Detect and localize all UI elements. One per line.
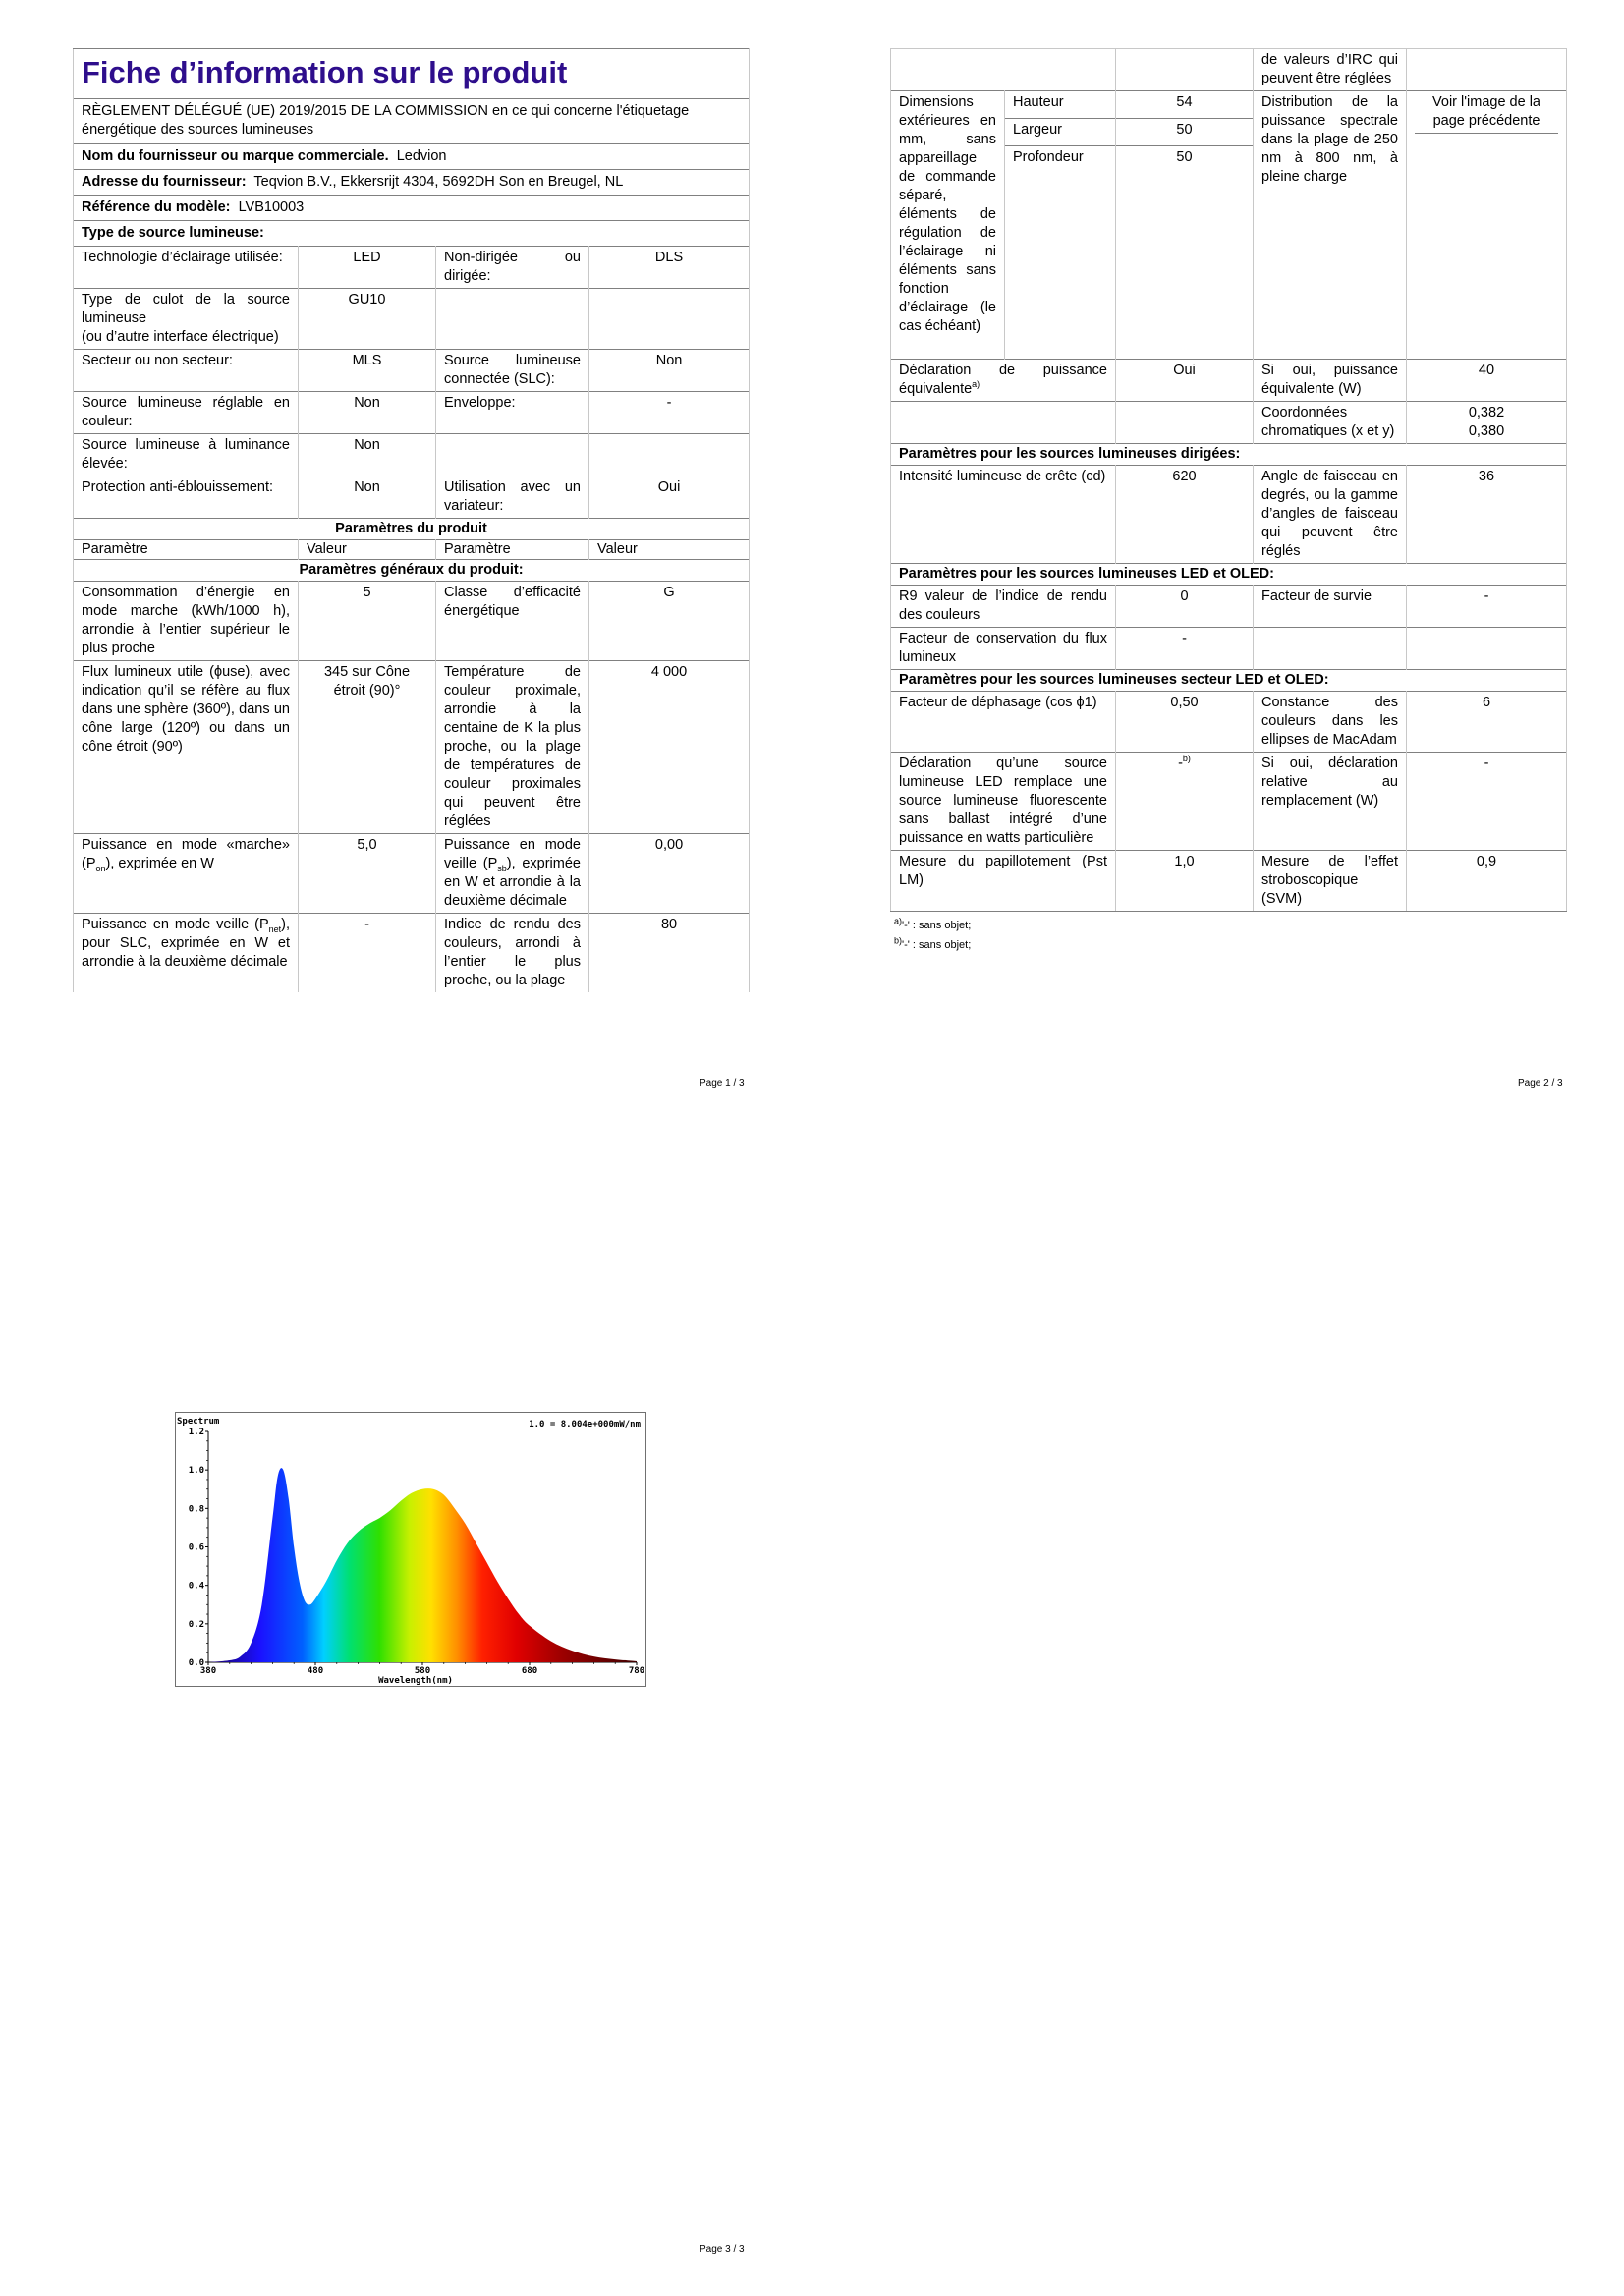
y-tick-label: 1.2	[188, 1428, 204, 1437]
empty-cell	[589, 289, 750, 350]
general-params-heading: Paramètres généraux du produit:	[74, 560, 750, 582]
spd-value-text: Voir l'image de la page précédente	[1415, 93, 1558, 134]
height-value: 54	[1116, 91, 1254, 119]
footnotes	[890, 916, 1566, 955]
equivalent-watt-value: 40	[1407, 360, 1567, 402]
on-mode-power-label	[74, 834, 299, 914]
empty-cell	[1116, 402, 1254, 444]
chart-title: Spectrum	[177, 1417, 220, 1427]
depth-value: 50	[1116, 146, 1254, 360]
empty-cell	[1254, 628, 1407, 670]
flicker-value: 1,0	[1116, 851, 1254, 912]
on-mode-power-value: 5,0	[299, 834, 436, 914]
height-label: Hauteur	[1005, 91, 1116, 119]
on-mode-power-label-text: Puissance en mode «marche» (P	[82, 837, 290, 871]
standby-power-label-text: Puissance en mode veille (P	[444, 837, 581, 871]
footnote-a-marker: a)	[972, 379, 980, 390]
dimmer-value: Oui	[589, 476, 750, 519]
x-tick-label: 480	[307, 1666, 324, 1676]
supplier-value: Ledvion	[396, 148, 447, 164]
spectrum-chart-svg	[175, 1412, 646, 1687]
cri-label: Indice de rendu des couleurs, arrondi à l’entier le plus proche, ou la plage	[436, 914, 589, 993]
standby-power-subscript: sb	[497, 863, 507, 873]
flicker-label: Mesure du papillotement (Pst LM)	[891, 851, 1116, 912]
empty-cell	[891, 402, 1116, 444]
beam-angle-label: Angle de faisceau en degrés, ou la gamme d’angles de faisceau qui peuvent être réglés	[1254, 466, 1407, 564]
x-tick-label: 580	[414, 1666, 431, 1676]
spd-value	[1407, 91, 1567, 360]
footnote-b-mark: b)	[894, 935, 903, 946]
dir-value: DLS	[589, 247, 750, 289]
empty-cell	[1407, 49, 1567, 91]
replacement-watt-label: Si oui, déclaration relative au remplacement (W)	[1254, 753, 1407, 851]
survival-factor-label: Facteur de survie	[1254, 586, 1407, 628]
page-number-3: Page 3 / 3	[700, 2244, 745, 2255]
empty-cell	[436, 434, 589, 476]
document-title: Fiche d’information sur le produit	[74, 49, 750, 99]
footnote-a-mark: a)	[894, 916, 903, 926]
cri-label-continued: de valeurs d’IRC qui peuvent être réglées	[1254, 49, 1407, 91]
mains-led-heading: Paramètres pour les sources lumineuses secteur LED et OLED:	[891, 670, 1567, 692]
address-row	[74, 170, 750, 196]
chromaticity-x: 0,382	[1468, 405, 1505, 420]
page-number-1: Page 1 / 3	[700, 1078, 745, 1089]
survival-factor-value: -	[1407, 586, 1567, 628]
useful-flux-label: Flux lumineux utile (ϕuse), avec indication qu’il se réfère au flux dans une sphère (360º), dans un cône large (120º) ou dans un cône étroit (90º)	[74, 661, 299, 834]
led-heading: Paramètres pour les sources lumineuses LED et OLED:	[891, 564, 1567, 586]
energy-consumption-label: Consommation d’énergie en mode marche (kWh/1000 h), arrondie à l’entier supérieur le plus proche	[74, 582, 299, 661]
product-params-heading: Paramètres du produit	[74, 519, 750, 540]
equivalent-power-label	[891, 360, 1116, 402]
product-info-table-page-1	[73, 48, 750, 992]
col-header-param: Paramètre	[74, 540, 299, 560]
empty-cell	[589, 434, 750, 476]
beam-angle-value: 36	[1407, 466, 1567, 564]
standby-power-value: 0,00	[589, 834, 750, 914]
x-tick-label: 780	[628, 1666, 645, 1676]
networked-standby-label	[74, 914, 299, 993]
colour-tunable-label: Source lumineuse réglable en couleur:	[74, 392, 299, 434]
cap-value: GU10	[299, 289, 436, 350]
networked-standby-value: -	[299, 914, 436, 993]
stroboscopic-value: 0,9	[1407, 851, 1567, 912]
standby-power-label-text-end: ), exprimée en W et arrondie à la deuxième décimale	[444, 856, 581, 909]
product-info-table-page-2	[890, 48, 1567, 912]
equivalent-watt-label: Si oui, puissance équivalente (W)	[1254, 360, 1407, 402]
tech-label: Technologie d’éclairage utilisée:	[74, 247, 299, 289]
replacement-claim-value	[1116, 753, 1254, 851]
y-tick-label: 0.2	[188, 1619, 204, 1630]
chart-annotation: 1.0 = 8.004e+000mW/nm	[529, 1420, 641, 1429]
equivalent-power-label-text: Déclaration de puissance équivalente	[899, 363, 1107, 397]
equivalent-power-value: Oui	[1116, 360, 1254, 402]
anti-glare-value: Non	[299, 476, 436, 519]
source-type-heading: Type de source lumineuse:	[74, 221, 750, 247]
page-number-2: Page 2 / 3	[1518, 1078, 1563, 1089]
dimensions-label: Dimensions extérieures en mm, sans appareillage de commande séparé, éléments de régulation de l’éclairage ni éléments sans fonction d’éclairage (le cas échéant)	[891, 91, 1005, 360]
peak-intensity-value: 620	[1116, 466, 1254, 564]
x-tick-label: 380	[199, 1666, 217, 1676]
on-mode-power-label-text-end: ), exprimée en W	[105, 856, 214, 871]
lumen-maintenance-label: Facteur de conservation du flux lumineux	[891, 628, 1116, 670]
supplier-row	[74, 144, 750, 170]
empty-cell	[891, 49, 1116, 91]
chromaticity-values	[1407, 402, 1567, 444]
cap-label	[74, 289, 299, 350]
empty-cell	[1407, 628, 1567, 670]
supplier-label: Nom du fournisseur ou marque commerciale.	[82, 148, 389, 164]
chromaticity-label: Coordonnées chromatiques (x et y)	[1254, 402, 1407, 444]
chromaticity-y: 0,380	[1468, 423, 1505, 439]
mains-label: Secteur ou non secteur:	[74, 350, 299, 392]
envelope-label: Enveloppe:	[436, 392, 589, 434]
cap-label-line-2: (ou d’autre interface électrique)	[82, 329, 279, 345]
col-header-value: Valeur	[299, 540, 436, 560]
y-tick-label: 0.4	[188, 1581, 204, 1592]
energy-consumption-value: 5	[299, 582, 436, 661]
standby-power-label	[436, 834, 589, 914]
replacement-watt-value: -	[1407, 753, 1567, 851]
footnote-b	[894, 935, 1566, 955]
spd-label: Distribution de la puissance spectrale dans la plage de 250 nm à 800 nm, à pleine charge	[1254, 91, 1407, 360]
footnote-a-text: '-' : sans objet;	[902, 920, 972, 931]
macadam-label: Constance des couleurs dans les ellipses de MacAdam	[1254, 692, 1407, 753]
high-luminance-value: Non	[299, 434, 436, 476]
networked-standby-label-text-end: ), pour SLC, exprimée en W et arrondie à la deuxième décimale	[82, 917, 290, 970]
on-mode-power-subscript: on	[95, 863, 106, 873]
mains-value: MLS	[299, 350, 436, 392]
dir-label: Non-dirigée ou dirigée:	[436, 247, 589, 289]
energy-class-label: Classe d’efficacité énergétique	[436, 582, 589, 661]
empty-cell	[1116, 49, 1254, 91]
colour-tunable-value: Non	[299, 392, 436, 434]
empty-cell	[436, 289, 589, 350]
cri-value: 80	[589, 914, 750, 993]
cct-label: Température de couleur proximale, arrondie à la centaine de K la plus proche, ou la plage de températures de couleur proximales qui peuvent être réglées	[436, 661, 589, 834]
useful-flux-value: 345 sur Cône étroit (90)°	[299, 661, 436, 834]
macadam-value: 6	[1407, 692, 1567, 753]
model-value: LVB10003	[238, 199, 305, 215]
slc-label: Source lumineuse connectée (SLC):	[436, 350, 589, 392]
peak-intensity-label: Intensité lumineuse de crête (cd)	[891, 466, 1116, 564]
footnote-b-marker: b)	[1182, 754, 1191, 764]
footnote-b-text: '-' : sans objet;	[902, 939, 972, 951]
replacement-claim-value-text: -	[1178, 756, 1183, 771]
tech-value: LED	[299, 247, 436, 289]
page-1	[73, 48, 749, 992]
networked-standby-subscript: net	[268, 924, 282, 934]
y-tick-label: 0.8	[188, 1504, 204, 1515]
address-value: Teqvion B.V., Ekkersrijt 4304, 5692DH Son en Breugel, NL	[253, 174, 624, 190]
regulation-reference: RÈGLEMENT DÉLÉGUÉ (UE) 2019/2015 DE LA COMMISSION en ce qui concerne l'étiquetage énergétique des sources lumineuses	[74, 99, 750, 144]
y-tick-label: 0.0	[188, 1658, 204, 1668]
directional-heading: Paramètres pour les sources lumineuses dirigées:	[891, 444, 1567, 466]
lumen-maintenance-value: -	[1116, 628, 1254, 670]
dimmer-label: Utilisation avec un variateur:	[436, 476, 589, 519]
displacement-factor-value: 0,50	[1116, 692, 1254, 753]
depth-label: Profondeur	[1005, 146, 1116, 360]
replacement-claim-label: Déclaration qu’une source lumineuse LED remplace une source lumineuse fluorescente sans ballast intégré d’une puissance en watts particulière	[891, 753, 1116, 851]
col-header-param: Paramètre	[436, 540, 589, 560]
cct-value: 4 000	[589, 661, 750, 834]
y-tick-label: 0.6	[188, 1542, 204, 1553]
width-label: Largeur	[1005, 119, 1116, 146]
spectrum-chart	[175, 1412, 646, 1687]
cap-label-line-1: Type de culot de la source lumineuse	[82, 292, 290, 326]
col-header-value: Valeur	[589, 540, 750, 560]
width-value: 50	[1116, 119, 1254, 146]
y-tick-label: 1.0	[188, 1466, 204, 1477]
envelope-value: -	[589, 392, 750, 434]
model-row	[74, 196, 750, 221]
x-tick-label: 680	[521, 1666, 538, 1676]
r9-label: R9 valeur de l’indice de rendu des couleurs	[891, 586, 1116, 628]
address-label: Adresse du fournisseur:	[82, 174, 247, 190]
high-luminance-label: Source lumineuse à luminance élevée:	[74, 434, 299, 476]
stroboscopic-label: Mesure de l’effet stroboscopique (SVM)	[1254, 851, 1407, 912]
x-axis-label: Wavelength(nm)	[378, 1676, 453, 1686]
networked-standby-label-text: Puissance en mode veille (P	[82, 917, 269, 932]
energy-class-value: G	[589, 582, 750, 661]
page-2	[890, 48, 1566, 955]
r9-value: 0	[1116, 586, 1254, 628]
slc-value: Non	[589, 350, 750, 392]
anti-glare-label: Protection anti-éblouissement:	[74, 476, 299, 519]
model-label: Référence du modèle:	[82, 199, 231, 215]
displacement-factor-label: Facteur de déphasage (cos ϕ1)	[891, 692, 1116, 753]
footnote-a	[894, 916, 1566, 935]
